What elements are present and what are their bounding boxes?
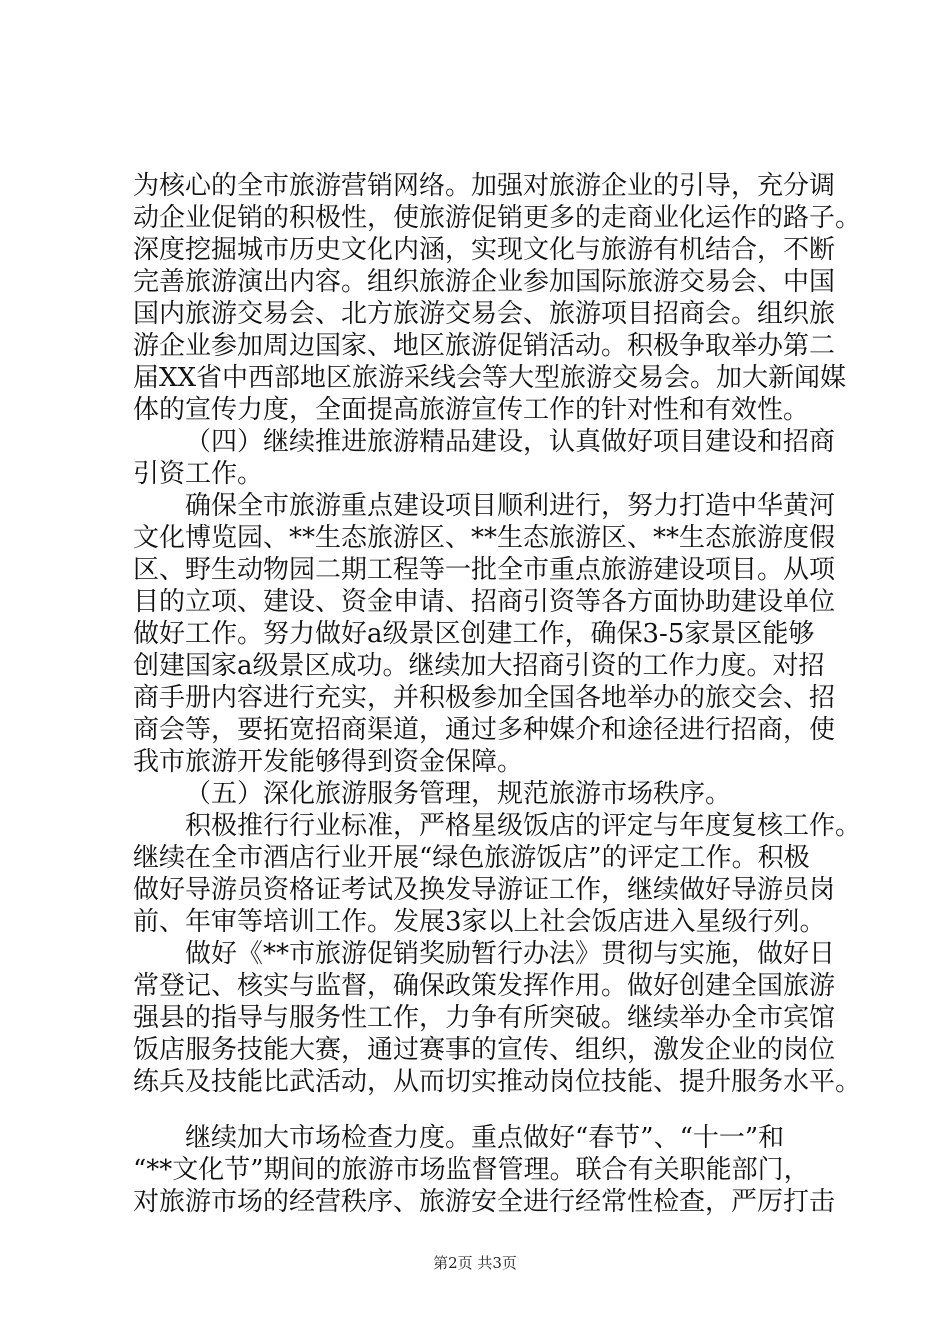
section-heading: 引资工作。	[133, 459, 264, 489]
text-line: 游企业参加周边国家、地区旅游促销活动。积极争取举办第二	[133, 331, 836, 361]
text-line: 饭店服务技能大赛，通过赛事的宣传、组织，激发企业的岗位	[133, 1035, 836, 1065]
text-line: 国内旅游交易会、北方旅游交易会、旅游项目招商会。组织旅	[133, 299, 836, 329]
text-line: 文化博览园、**生态旅游区、**生态旅游区、**生态旅游度假	[133, 523, 836, 553]
text-line: 体的宣传力度，全面提高旅游宣传工作的针对性和有效性。	[133, 395, 810, 425]
text-line: 目的立项、建设、资金申请、招商引资等各方面协助建设单位	[133, 587, 836, 617]
text-line: 为核心的全市旅游营销网络。加强对旅游企业的引导，充分调	[133, 171, 836, 201]
page-footer: 第2页 共3页	[433, 1254, 517, 1272]
text-line: 做好导游员资格证考试及换发导游证工作，继续做好导游员岗	[133, 875, 836, 905]
text-line: 深度挖掘城市历史文化内涵，实现文化与旅游有机结合，不断	[133, 235, 836, 265]
text-line: “**文化节”期间的旅游市场监督管理。联合有关职能部门，	[133, 1155, 810, 1185]
text-line: 强县的指导与服务性工作，力争有所突破。继续举办全市宾馆	[133, 1003, 836, 1033]
text-line: 区、野生动物园二期工程等一批全市重点旅游建设项目。从项	[133, 555, 836, 585]
text-line: 做好《**市旅游促销奖励暂行办法》贯彻与实施，做好日	[185, 939, 836, 969]
text-line: 完善旅游演出内容。组织旅游企业参加国际旅游交易会、中国	[133, 267, 836, 297]
text-line: 积极推行行业标准，严格星级饭店的评定与年度复核工作。	[185, 811, 862, 841]
text-line: 创建国家a级景区成功。继续加大招商引资的工作力度。对招	[133, 651, 825, 681]
text-line: 常登记、核实与监督，确保政策发挥作用。做好创建全国旅游	[133, 971, 836, 1001]
text-line: 商手册内容进行充实，并积极参加全国各地举办的旅交会、招	[133, 683, 836, 713]
text-line: 动企业促销的积极性，使旅游促销更多的走商业化运作的路子。	[133, 203, 862, 233]
text-line: 继续加大市场检查力度。重点做好“春节”、“十一”和	[185, 1123, 785, 1153]
text-line: 练兵及技能比武活动，从而切实推动岗位技能、提升服务水平。	[133, 1067, 862, 1097]
text-line: 对旅游市场的经营秩序、旅游安全进行经常性检查，严厉打击	[133, 1187, 836, 1217]
text-line: 我市旅游开发能够得到资金保障。	[133, 747, 524, 777]
text-line: 届XX省中西部地区旅游采线会等大型旅游交易会。加大新闻媒	[133, 363, 847, 393]
text-line: 商会等，要拓宽招商渠道，通过多种媒介和途径进行招商，使	[133, 715, 836, 745]
section-heading: （五）深化旅游服务管理，规范旅游市场秩序。	[185, 779, 732, 809]
text-line: 前、年审等培训工作。发展3家以上社会饭店进入星级行列。	[133, 907, 826, 937]
text-line: 继续在全市酒店行业开展“绿色旅游饭店”的评定工作。积极	[133, 843, 810, 873]
text-line: 做好工作。努力做好a级景区创建工作，确保3-5家景区能够	[133, 619, 815, 649]
text-line: 确保全市旅游重点建设项目顺利进行，努力打造中华黄河	[185, 491, 836, 521]
section-heading: （四）继续推进旅游精品建设，认真做好项目建设和招商	[185, 427, 836, 457]
